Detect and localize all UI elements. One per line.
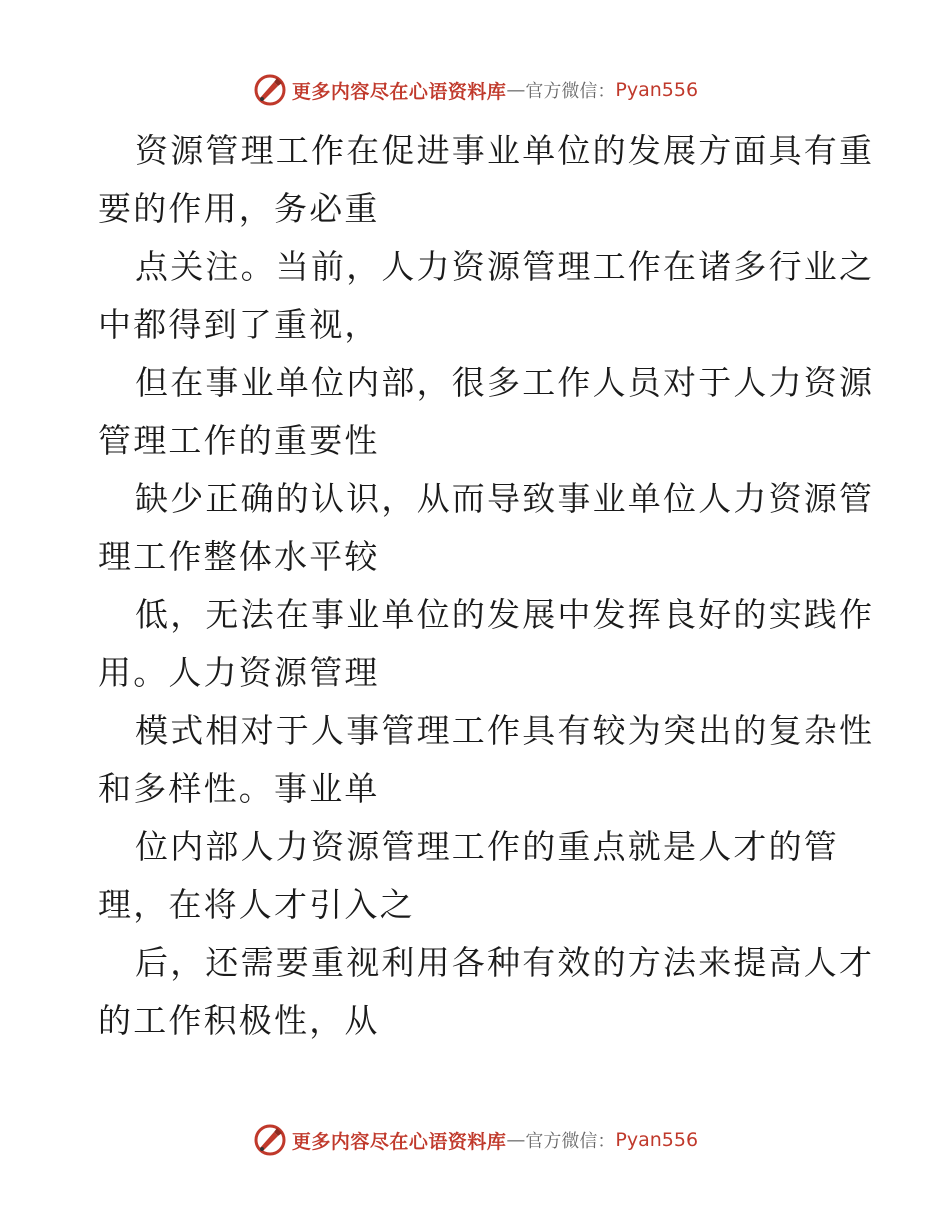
watermark-separator: — <box>506 1129 526 1151</box>
paragraph-line: 和多样性。事业单 <box>98 769 380 808</box>
paragraph-line: 中都得到了重视， <box>98 305 380 344</box>
watermark-official-label: 官方微信： <box>525 1131 616 1152</box>
paragraph <box>98 470 875 586</box>
watermark-separator: — <box>506 79 526 101</box>
watermark-site-text: 更多内容尽在心语资料库 <box>291 80 507 103</box>
watermark-account: Pyan556 <box>615 1129 699 1151</box>
paragraph <box>98 354 875 470</box>
paragraph-line: 理工作整体水平较 <box>98 537 380 576</box>
paragraph <box>98 238 875 354</box>
paragraph <box>98 702 875 818</box>
footer-watermark <box>0 1120 950 1160</box>
paragraph <box>98 122 875 238</box>
paragraph <box>98 586 875 702</box>
watermark-site-text: 更多内容尽在心语资料库 <box>291 1130 507 1153</box>
pen-circle-logo-icon <box>252 72 288 108</box>
paragraph-line: 用。人力资源管理 <box>98 653 380 692</box>
paragraph-line: 但在事业单位内部，很多工作人员对于人力资源 <box>135 363 875 402</box>
paragraph-line: 缺少正确的认识，从而导致事业单位人力资源管 <box>135 479 875 518</box>
paragraph-line: 点关注。当前，人力资源管理工作在诸多行业之 <box>135 247 875 286</box>
paragraph-line: 理，在将人才引入之 <box>98 885 415 924</box>
paragraph <box>98 934 875 1050</box>
watermark-official-label: 官方微信： <box>525 81 616 102</box>
paragraph <box>98 818 858 934</box>
paragraph-line: 管理工作的重要性 <box>98 421 380 460</box>
paragraph-line: 资源管理工作在促进事业单位的发展方面具有重 <box>135 131 875 170</box>
pen-circle-logo-icon <box>252 1122 288 1158</box>
paragraph-line: 位内部人力资源管理工作的重点就是人才的管 <box>135 827 839 866</box>
paragraph-line: 低，无法在事业单位的发展中发挥良好的实践作 <box>135 595 875 634</box>
document-body <box>98 122 875 1050</box>
header-watermark <box>0 70 950 110</box>
paragraph-line: 要的作用，务必重 <box>98 189 380 228</box>
watermark-account: Pyan556 <box>615 79 699 101</box>
paragraph-line: 后，还需要重视利用各种有效的方法来提高人才 <box>135 943 875 982</box>
paragraph-line: 模式相对于人事管理工作具有较为突出的复杂性 <box>135 711 875 750</box>
paragraph-line: 的工作积极性，从 <box>98 1001 380 1040</box>
